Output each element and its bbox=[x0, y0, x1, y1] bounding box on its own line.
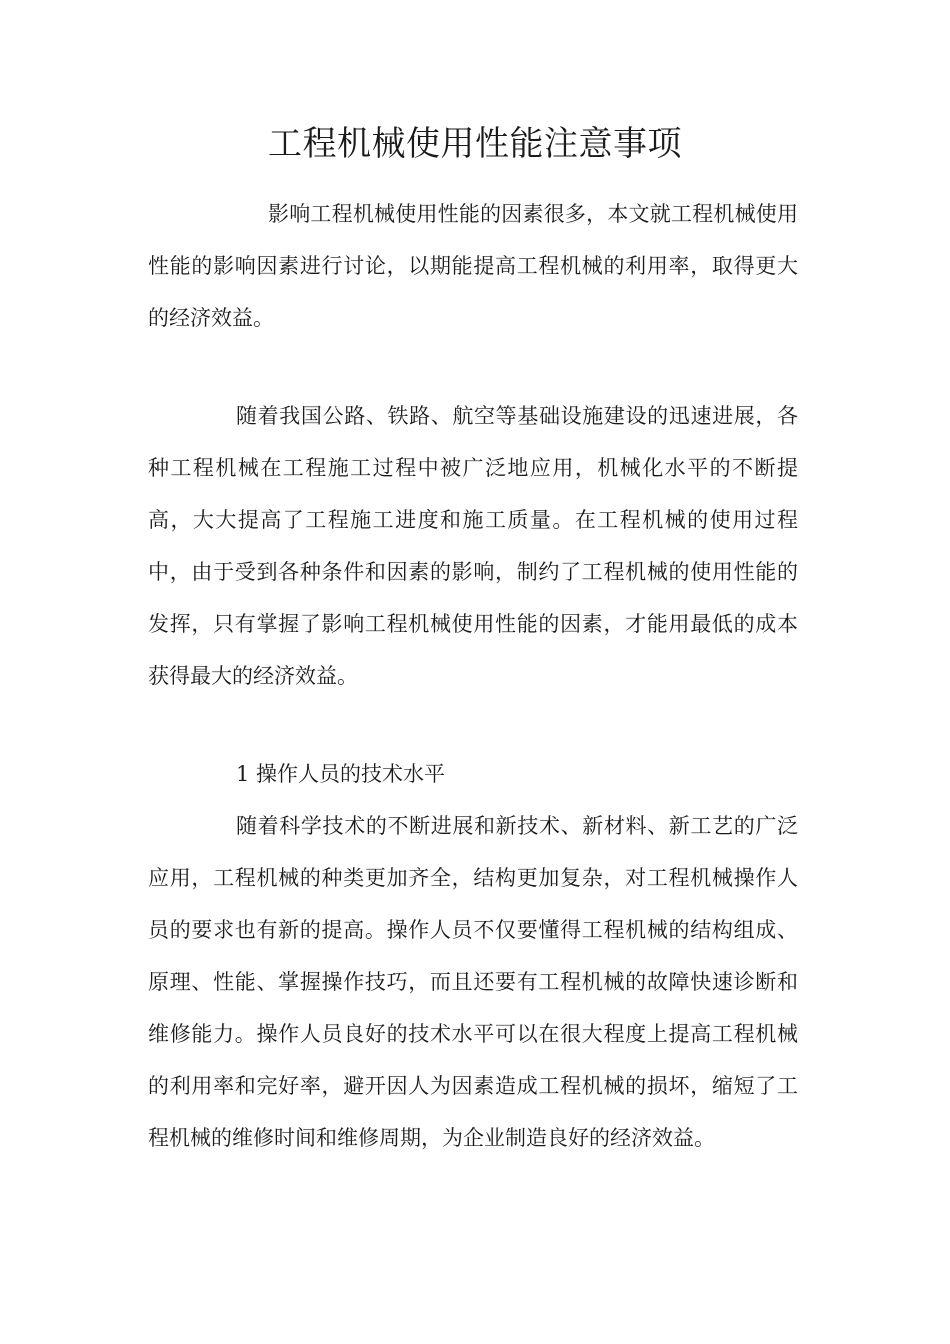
section-heading-operator-skill: 1 操作人员的技术水平 bbox=[236, 762, 446, 786]
intro-paragraph: 影响工程机械使用性能的因素很多，本文就工程机械使用性能的影响因素进行讨论，以期能提高工程机械的利用率，取得更大的经济效益。 bbox=[148, 202, 798, 330]
document-title: 工程机械使用性能注意事项 bbox=[268, 124, 682, 164]
operator-skill-paragraph: 随着科学技术的不断进展和新技术、新材料、新工艺的广泛应用，工程机械的种类更加齐全，结构更加复杂，对工程机械操作人员的要求也有新的提高。操作人员不仅要懂得工程机械的结构组成、原理、性能、掌握操作技巧，而且还要有工程机械的故障快速诊断和维修能力。操作人员良好的技术水平可以在很大程度上提高工程机械的利用率和完好率，避开因人为因素造成工程机械的损坏，缩短了工程机械的维修时间和维修周期，为企业制造良好的经济效益。 bbox=[148, 814, 798, 1150]
background-paragraph: 随着我国公路、铁路、航空等基础设施建设的迅速进展，各种工程机械在工程施工过程中被广泛地应用，机械化水平的不断提高，大大提高了工程施工进度和施工质量。在工程机械的使用过程中，由于受到各种条件和因素的影响，制约了工程机械的使用性能的发挥，只有掌握了影响工程机械使用性能的因素，才能用最低的成本获得最大的经济效益。 bbox=[148, 404, 798, 688]
